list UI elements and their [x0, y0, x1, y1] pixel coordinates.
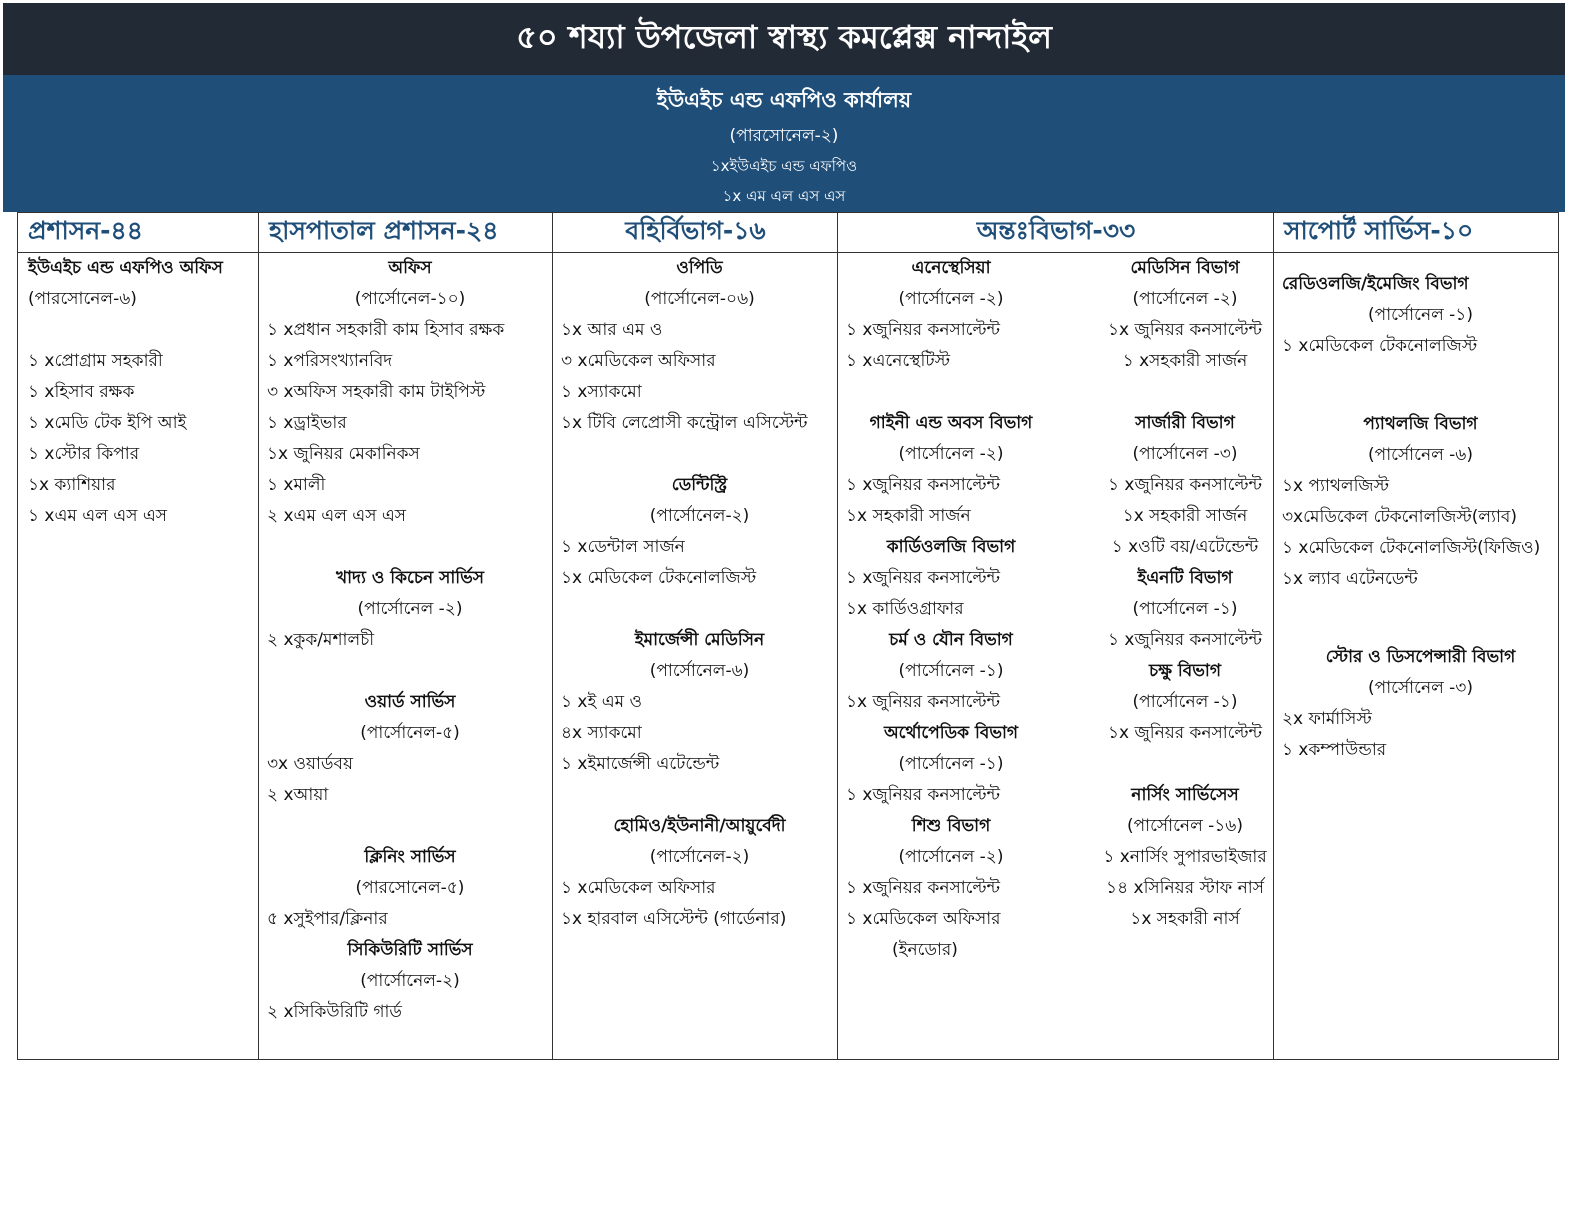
list-item: ১x জুনিয়র কনসাল্টেন্ট	[846, 692, 1000, 712]
section-title: রেডিওলজি/ইমেজিং বিভাগ	[1282, 274, 1469, 294]
section-personnel: (পার্সোনেল -১)	[898, 754, 1004, 774]
list-item: ৩xমেডিকেল টেকনোলজিস্ট(ল্যাব)	[1282, 507, 1518, 527]
list-item: ১x সহকারী নার্স	[1130, 909, 1240, 929]
list-item: ৩x ওয়ার্ডবয়	[267, 754, 353, 774]
section-personnel: (পার্সোনেল-২)	[649, 847, 750, 867]
column-support	[1273, 213, 1559, 1059]
list-item: ১ xজুনিয়র কনসাল্টেন্ট	[846, 568, 1000, 588]
section-title: অফিস	[388, 258, 432, 278]
section-title: মেডিসিন বিভাগ	[1130, 258, 1240, 278]
column-hospital	[258, 213, 553, 1059]
section-personnel: (পার্সোনেল -২)	[898, 289, 1004, 309]
section-title: ইমার্জেন্সী মেডিসিন	[634, 630, 765, 650]
list-item: ১x মেডিকেল টেকনোলজিস্ট	[561, 568, 757, 588]
section-title: শিশু বিভাগ	[911, 816, 991, 836]
indoor-right	[1100, 253, 1270, 1059]
section-personnel: (পার্সোনেল-১০)	[354, 289, 466, 309]
list-item: ১x সহকারী সার্জন	[1122, 506, 1248, 526]
list-item: ১x টিবি লেপ্রোসী কন্ট্রোল এসিস্টেন্ট	[561, 413, 808, 433]
list-item: ১ xমেডিকেল টেকনোলজিস্ট	[1282, 336, 1478, 356]
list-item: ১x ক্যাশিয়ার	[28, 475, 116, 495]
list-item: ১ xমালী	[267, 475, 326, 495]
section-personnel: (পার্সোনেল -৩)	[1132, 444, 1238, 464]
list-item: ১ xজুনিয়র কনসাল্টেন্ট	[846, 320, 1000, 340]
list-item: ১ xজুনিয়র কনসাল্টেন্ট	[1108, 630, 1262, 650]
office-personnel: (পারসোনেল-২)	[729, 126, 839, 146]
list-item: ১x হারবাল এসিস্টেন্ট (গার্ডেনার)	[561, 909, 787, 929]
list-item: ১x জুনিয়র মেকানিকস	[267, 444, 420, 464]
section-title: সার্জারী বিভাগ	[1135, 413, 1235, 433]
org-table	[17, 212, 1559, 1060]
section-personnel: (পার্সোনেল -২)	[357, 599, 463, 619]
office-heading: ইউএইচ এন্ড এফপিও কার্যালয়	[656, 88, 912, 112]
list-item: ১x ল্যাব এটেনডেন্ট	[1282, 569, 1418, 589]
list-item: ১ xসহকারী সার্জন	[1122, 351, 1248, 371]
list-item: ১ xমেডি টেক ইপি আই	[28, 413, 187, 433]
section-title: খাদ্য ও কিচেন সার্ভিস	[335, 568, 485, 588]
section-title: গাইনী এন্ড অবস বিভাগ	[869, 413, 1033, 433]
section-title: অর্থোপেডিক বিভাগ	[883, 723, 1019, 743]
column-heading: প্রশাসন-৪৪	[18, 213, 258, 253]
column-admin	[18, 213, 258, 1059]
section-personnel: (পার্সোনেল-৫)	[360, 723, 460, 743]
list-item: ১ xই এম ও	[561, 692, 643, 712]
list-item: (ইনডোর)	[892, 940, 958, 960]
list-item: ১ xডেন্টাল সার্জন	[561, 537, 685, 557]
section-personnel: (পার্সোনেল-২)	[360, 971, 460, 991]
list-item: ১ xমেডিকেল টেকনোলজিস্ট(ফিজিও)	[1282, 538, 1541, 558]
section-title: কার্ডিওলজি বিভাগ	[886, 537, 1016, 557]
list-item: ১x জুনিয়র কনসাল্টেন্ট	[1108, 723, 1262, 743]
list-item: ৩ xঅফিস সহকারী কাম টাইপিস্ট	[267, 382, 486, 402]
section-personnel: (পারসোনেল-৬)	[28, 289, 137, 309]
list-item: ১ xজুনিয়র কনসাল্টেন্ট	[846, 475, 1000, 495]
list-item: ৪x স্যাকমো	[561, 723, 642, 743]
list-item: ১ xপরিসংখ্যানবিদ	[267, 351, 393, 371]
column-heading: হাসপাতাল প্রশাসন-২৪	[259, 213, 553, 253]
list-item: ২ xসিকিউরিটি গার্ড	[267, 1002, 402, 1022]
list-item: ১ xস্যাকমো	[561, 382, 642, 402]
list-item: ১ xএম এল এস এস	[28, 506, 168, 526]
list-item: ৫ xসুইপার/ক্লিনার	[267, 909, 388, 929]
office-line: ১x এম এল এস এস	[722, 187, 846, 205]
section-personnel: (পার্সোনেল -২)	[898, 444, 1004, 464]
section-personnel: (পার্সোনেল -১)	[1132, 599, 1238, 619]
section-title: প্যাথলজি বিভাগ	[1363, 414, 1478, 434]
list-item: ১x সহকারী সার্জন	[846, 506, 971, 526]
section-title: ওপিডি	[676, 258, 723, 278]
office-line: ১xইউএইচ এন্ড এফপিও	[710, 157, 858, 175]
section-personnel: (পার্সোনেল -৩)	[1368, 678, 1473, 698]
section-title: ইউএইচ এন্ড এফপিও অফিস	[28, 258, 223, 278]
list-item: ১ xহিসাব রক্ষক	[28, 382, 135, 402]
section-title: সিকিউরিটি সার্ভিস	[347, 940, 473, 960]
list-item: ১x জুনিয়র কনসাল্টেন্ট	[1108, 320, 1262, 340]
column-heading: অন্তঃবিভাগ-৩৩	[838, 213, 1274, 253]
section-personnel: (পার্সোনেল -১)	[1368, 305, 1473, 325]
column-indoor	[837, 213, 1274, 1059]
column-heading: বহির্বিভাগ-১৬	[553, 213, 838, 253]
list-item: ৩ xমেডিকেল অফিসার	[561, 351, 716, 371]
section-personnel: (পার্সোনেল -২)	[1132, 289, 1238, 309]
list-item: ১ xপ্রোগ্রাম সহকারী	[28, 351, 163, 371]
section-title: এনেস্থেসিয়া	[911, 258, 991, 278]
list-item: ১ xজুনিয়র কনসাল্টেন্ট	[846, 878, 1000, 898]
section-personnel: (পার্সোনেল-৬)	[649, 661, 750, 681]
list-item: ১ xকম্পাউন্ডার	[1282, 740, 1387, 760]
list-item: ২ xকুক/মশালচী	[267, 630, 375, 650]
list-item: ১ xএনেস্থেটিস্ট	[846, 351, 951, 371]
list-item: ১ xইমার্জেন্সী এটেন্ডেন্ট	[561, 754, 720, 774]
section-title: চর্ম ও যৌন বিভাগ	[889, 630, 1013, 650]
section-personnel: (পার্সোনেল -২)	[898, 847, 1004, 867]
list-item: ২ xআয়া	[267, 785, 329, 805]
list-item: ১ xজুনিয়র কনসাল্টেন্ট	[1108, 475, 1262, 495]
list-item: ১ xনার্সিং সুপারভাইজার	[1103, 847, 1267, 867]
section-title: স্টোর ও ডিসপেন্সারী বিভাগ	[1325, 647, 1516, 667]
list-item: ১x প্যাথলজিস্ট	[1282, 476, 1390, 496]
indoor-left	[846, 253, 1056, 1059]
list-item: ১ xজুনিয়র কনসাল্টেন্ট	[846, 785, 1000, 805]
section-personnel: (পার্সোনেল -১)	[898, 661, 1004, 681]
page-title: ৫০ শয্যা উপজেলা স্বাস্থ্য কমপ্লেক্স নান্দাইল	[3, 3, 1565, 75]
section-title: হোমিও/ইউনানী/আয়ুর্বেদী	[613, 816, 786, 836]
list-item: ১ xপ্রধান সহকারী কাম হিসাব রক্ষক	[267, 320, 505, 340]
section-title: ইএনটি বিভাগ	[1137, 568, 1233, 588]
office-box	[3, 75, 1565, 212]
section-title: ক্লিনিং সার্ভিস	[364, 847, 456, 867]
list-item: ১ xমেডিকেল অফিসার	[846, 909, 1001, 929]
section-personnel: (পার্সোনেল -১৬)	[1127, 816, 1243, 836]
list-item: ১ xস্টোর কিপার	[28, 444, 140, 464]
list-item: ১x আর এম ও	[561, 320, 663, 340]
section-title: নার্সিং সার্ভিসেস	[1131, 785, 1239, 805]
list-item: ১৪ xসিনিয়র স্টাফ নার্স	[1106, 878, 1264, 898]
section-title: ওয়ার্ড সার্ভিস	[364, 692, 456, 712]
section-title: ডেন্টিস্ট্রি	[671, 475, 728, 495]
list-item: ১ xড্রাইভার	[267, 413, 347, 433]
section-personnel: (পার্সোনেল-২)	[649, 506, 750, 526]
section-personnel: (পার্সোনেল-০৬)	[644, 289, 755, 309]
section-personnel: (পার্সোনেল -৬)	[1368, 445, 1473, 465]
list-item: ১ xওটি বয়/এটেন্ডেন্ট	[1111, 537, 1259, 557]
list-item: ১x কার্ডিওগ্রাফার	[846, 599, 964, 619]
list-item: ১ xমেডিকেল অফিসার	[561, 878, 716, 898]
column-outdoor	[552, 213, 838, 1059]
section-personnel: (পার্সোনেল -১)	[1132, 692, 1238, 712]
section-personnel: (পারসোনেল-৫)	[355, 878, 465, 898]
list-item: ২ xএম এল এস এস	[267, 506, 407, 526]
column-heading: সাপোর্ট সার্ভিস-১০	[1274, 213, 1559, 253]
section-title: চক্ষু বিভাগ	[1149, 661, 1221, 681]
list-item: ২x ফার্মাসিস্ট	[1282, 709, 1372, 729]
